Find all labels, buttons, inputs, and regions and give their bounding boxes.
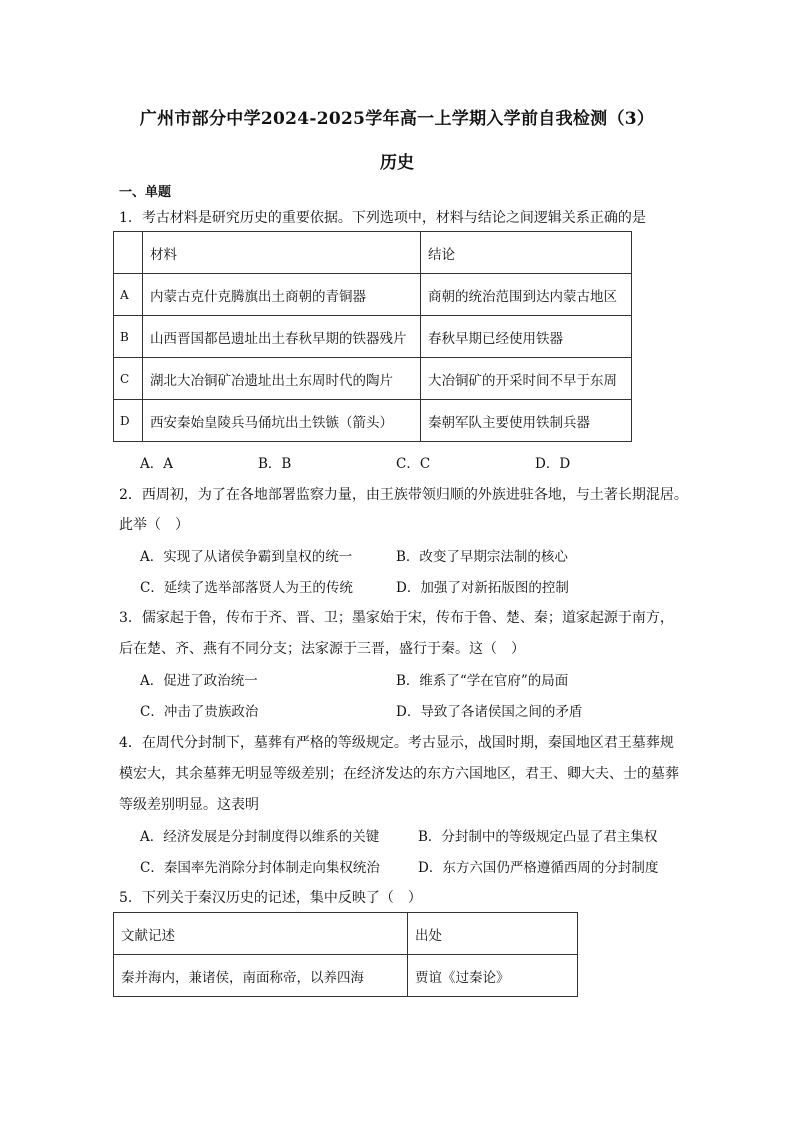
source-cell: 贾谊《过秦论》 bbox=[408, 955, 578, 997]
q5-stem: 5．下列关于秦汉历史的记述，集中反映了（ ） bbox=[119, 890, 422, 906]
conclusion-cell: 春秋早期已经使用铁器 bbox=[421, 316, 632, 358]
q1-option-b[interactable]: B．B bbox=[258, 456, 292, 472]
table-row bbox=[114, 400, 632, 442]
row-label: A bbox=[114, 274, 143, 316]
q2-option-c[interactable]: C．延续了选举部落贤人为王的传统 bbox=[140, 580, 353, 596]
q3-option-a[interactable]: A．促进了政治统一 bbox=[140, 673, 258, 689]
table-row bbox=[114, 955, 578, 997]
row-label: D bbox=[114, 400, 143, 442]
record-cell: 秦并海内，兼诸侯，南面称帝，以养四海 bbox=[114, 955, 408, 997]
table-header-source: 出处 bbox=[408, 913, 578, 955]
section-heading: 一、单题 bbox=[119, 185, 172, 200]
table-header-material: 材料 bbox=[143, 232, 421, 274]
q4-option-b[interactable]: B．分封制中的等级规定凸显了君主集权 bbox=[418, 829, 658, 845]
q3-option-b[interactable]: B．维系了“学在官府”的局面 bbox=[396, 673, 569, 689]
q2-option-a[interactable]: A．实现了从诸侯争霸到皇权的统一 bbox=[140, 549, 353, 565]
material-cell: 内蒙古克什克腾旗出土商朝的青铜器 bbox=[143, 274, 421, 316]
table-row bbox=[114, 913, 578, 955]
q1-option-a[interactable]: A．A bbox=[140, 456, 173, 472]
row-label: C bbox=[114, 358, 143, 400]
q4-option-c[interactable]: C．秦国率先消除分封体制走向集权统治 bbox=[140, 860, 380, 876]
subject-title: 历史 bbox=[380, 153, 414, 173]
q1-option-d[interactable]: D．D bbox=[535, 456, 571, 472]
material-cell: 湖北大冶铜矿冶遗址出土东周时代的陶片 bbox=[143, 358, 421, 400]
exam-title: 广州市部分中学2024-2025学年高一上学期入学前自我检测（3） bbox=[139, 109, 655, 129]
q1-table bbox=[113, 231, 632, 442]
table-row bbox=[114, 274, 632, 316]
q5-table bbox=[113, 912, 578, 997]
q3-option-c[interactable]: C．冲击了贵族政治 bbox=[140, 704, 259, 720]
q2-stem-line2: 此举（ ） bbox=[119, 517, 189, 533]
row-label: B bbox=[114, 316, 143, 358]
q4-option-a[interactable]: A．经济发展是分封制度得以维系的关键 bbox=[140, 829, 380, 845]
conclusion-cell: 大冶铜矿的开采时间不早于东周 bbox=[421, 358, 632, 400]
q4-stem-line3: 等级差别明显。这表明 bbox=[119, 797, 259, 813]
q4-stem-line1: 4．在周代分封制下，墓葬有严格的等级规定。考古显示，战国时期，秦国地区君王墓葬规 bbox=[119, 735, 674, 751]
table-header-record: 文献记述 bbox=[114, 913, 408, 955]
q2-stem-line1: 2．西周初，为了在各地部署监察力量，由王族带领归顺的外族进驻各地，与土著长期混居。 bbox=[119, 487, 688, 503]
material-cell: 山西晋国都邑遗址出土春秋早期的铁器残片 bbox=[143, 316, 421, 358]
q2-option-d[interactable]: D．加强了对新拓版图的控制 bbox=[396, 580, 569, 596]
q4-option-d[interactable]: D．东方六国仍严格遵循西周的分封制度 bbox=[418, 860, 659, 876]
conclusion-cell: 秦朝军队主要使用铁制兵器 bbox=[421, 400, 632, 442]
q1-option-c[interactable]: C．C bbox=[396, 456, 431, 472]
q3-stem-line1: 3．儒家起于鲁，传布于齐、晋、卫；墨家始于宋，传布于鲁、楚、秦；道家起源于南方， bbox=[119, 610, 674, 626]
table-row bbox=[114, 316, 632, 358]
q4-stem-line2: 模宏大，其余墓葬无明显等级差别；在经济发达的东方六国地区，君王、卿大夫、士的墓葬 bbox=[119, 766, 679, 782]
q1-stem: 1．考古材料是研究历史的重要依据。下列选项中，材料与结论之间逻辑关系正确的是 bbox=[119, 210, 646, 226]
q3-stem-line2: 后在楚、齐、燕有不同分支；法家源于三晋，盛行于秦。这（ ） bbox=[119, 641, 525, 657]
q3-option-d[interactable]: D．导致了各诸侯国之间的矛盾 bbox=[396, 704, 583, 720]
table-row bbox=[114, 232, 632, 274]
material-cell: 西安秦始皇陵兵马俑坑出土铁镞（箭头） bbox=[143, 400, 421, 442]
table-row bbox=[114, 358, 632, 400]
table-header-conclusion: 结论 bbox=[421, 232, 632, 274]
conclusion-cell: 商朝的统治范围到达内蒙古地区 bbox=[421, 274, 632, 316]
q2-option-b[interactable]: B．改变了早期宗法制的核心 bbox=[396, 549, 568, 565]
table-cell bbox=[114, 232, 143, 274]
